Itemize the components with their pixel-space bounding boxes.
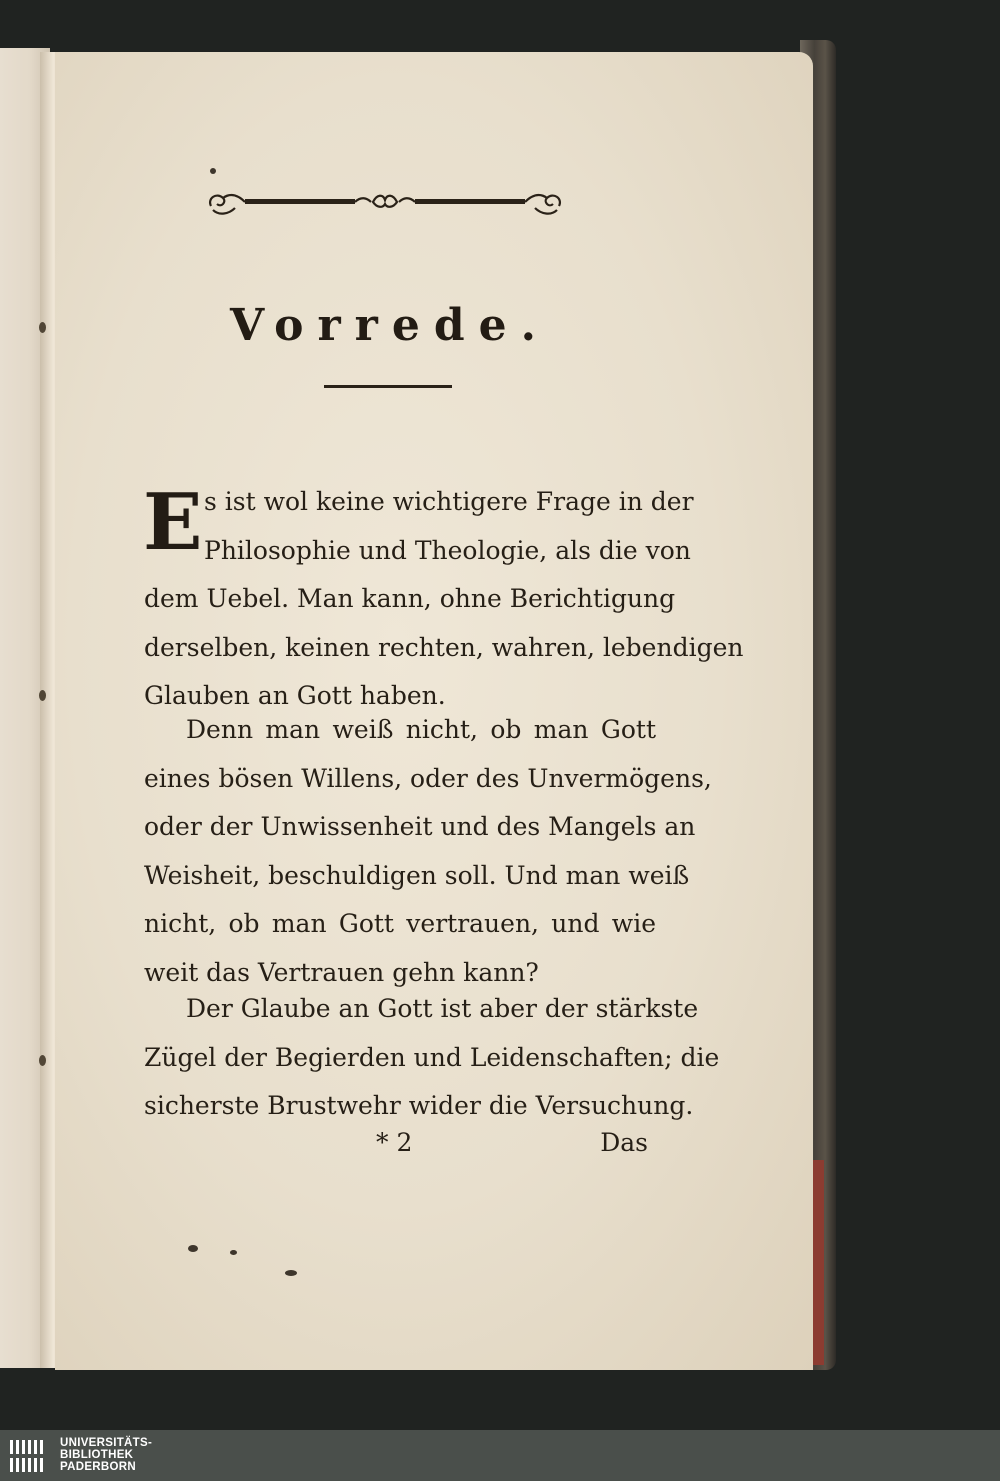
text-line: derselben, keinen rechten, wahren, lebendigen <box>144 632 744 662</box>
logo-line: BIBLIOTHEK <box>60 1449 134 1461</box>
text-line: Denn man weiß nicht, ob man Gott <box>186 715 656 744</box>
binding-stitch <box>39 1055 46 1066</box>
text-line: sicherste Brustwehr wider die Versuchung. <box>144 1091 694 1120</box>
text-line: eines bösen Willens, oder des Unvermögens, <box>144 763 712 793</box>
library-footer-bar <box>0 1430 1000 1481</box>
ink-spot <box>285 1270 297 1276</box>
logo-line: PADERBORN <box>60 1461 136 1473</box>
logo-line: UNIVERSITÄTS- <box>60 1437 153 1449</box>
text-line: dem Uebel. Man kann, ohne Berichtigung <box>144 584 676 613</box>
text-line: weit das Vertrauen gehn kann? <box>144 957 539 987</box>
text-line: s ist wol keine wichtigere Frage in der <box>204 487 694 516</box>
page-heading: Vorrede. <box>230 300 550 351</box>
ornament-divider-icon <box>205 186 565 220</box>
paragraph-1 <box>144 478 744 721</box>
text-line: Der Glaube an Gott ist aber der stärkste <box>186 994 699 1023</box>
text-line: Zügel der Begierden und Leidenschaften; die <box>144 1042 720 1072</box>
ink-spot <box>210 168 216 174</box>
binding-stitch <box>39 322 46 333</box>
library-logo-icon <box>8 1436 48 1476</box>
library-logo-text <box>60 1437 152 1473</box>
catchword: Das <box>600 1128 648 1157</box>
paragraph-2 <box>144 706 712 997</box>
text-line: Weisheit, beschuldigen soll. Und man weiß <box>144 860 690 890</box>
text-line: Philosophie und Theologie, als die von <box>204 535 691 565</box>
heading-rule <box>324 385 452 388</box>
binding-stitch <box>39 690 46 701</box>
ink-spot <box>188 1245 198 1252</box>
ink-spot <box>230 1250 237 1255</box>
signature-mark: * 2 <box>376 1128 413 1157</box>
text-line: oder der Unwissenheit und des Mangels an <box>144 812 696 841</box>
page-footer <box>144 1128 656 1168</box>
red-page-edge <box>812 1160 824 1365</box>
drop-initial: E <box>143 477 203 568</box>
paragraph-3 <box>144 985 720 1131</box>
text-line: Glauben an Gott haben. <box>144 681 446 710</box>
text-line: nicht, ob man Gott vertrauen, und wie <box>144 909 656 938</box>
